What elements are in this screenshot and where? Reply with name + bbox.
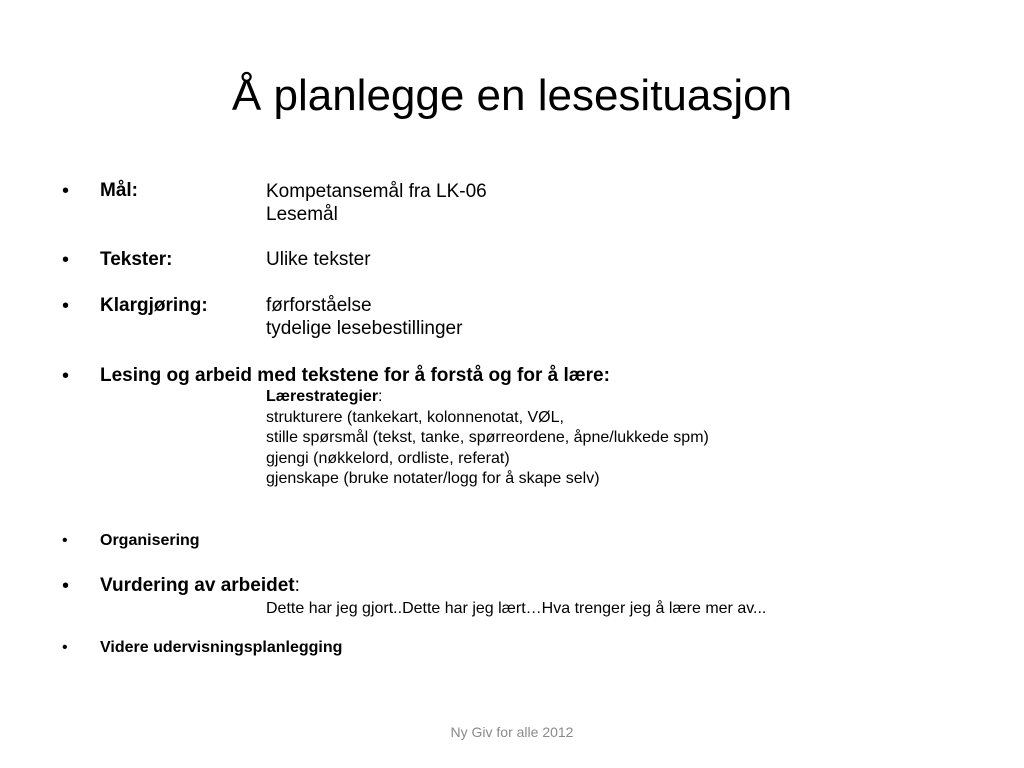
value-tekster-1: Ulike tekster: [266, 249, 371, 270]
label-lesing: Lesing og arbeid med tekstene for å forstå og for å lære:: [100, 365, 610, 386]
label-videre: Videre udervisningsplanlegging: [100, 639, 343, 656]
value-maal-1: Kompetansemål fra LK-06: [266, 181, 487, 202]
value-klargjoring-2: tydelige lesebestillinger: [266, 318, 463, 339]
sub-heading-text: Lærestrategier: [266, 388, 379, 405]
strategy-line: gjengi (nøkkelord, ordliste, referat): [266, 450, 510, 467]
strategy-line: gjenskape (bruke notater/logg for å skape selv): [266, 470, 600, 487]
slide-title: Å planlegge en lesesituasjon: [231, 71, 793, 120]
label-klargjoring: Klargjøring:: [100, 295, 208, 316]
label-maal: Mål:: [100, 180, 138, 201]
label-organisering: Organisering: [100, 532, 200, 549]
value-klargjoring-1: førforståelse: [266, 295, 372, 316]
label-vurdering-text: Vurdering av arbeidet: [100, 575, 295, 596]
value-vurdering-1: Dette har jeg gjort..Dette har jeg lært…Hva trenger jeg å lære mer av...: [266, 600, 767, 617]
strategy-line: stille spørsmål (tekst, tanke, spørreordene, åpne/lukkede spm): [266, 429, 709, 446]
bullet-lesing: •: [62, 365, 70, 387]
label-tekster: Tekster:: [100, 249, 173, 270]
bullet-klargjoring: •: [62, 295, 70, 317]
bullet-tekster: •: [62, 249, 70, 271]
bullet-maal: •: [62, 180, 70, 202]
sub-heading-colon: :: [378, 388, 383, 405]
bullet-organisering: •: [62, 532, 68, 549]
label-vurdering: [100, 574, 300, 598]
bullet-vurdering: •: [62, 575, 70, 597]
value-maal-2: Lesemål: [266, 204, 338, 225]
sub-heading-laerestrategier: [266, 387, 383, 408]
slide-footer: Ny Giv for alle 2012: [450, 724, 574, 740]
strategy-line: strukturere (tankekart, kolonnenotat, VØL,: [266, 409, 564, 426]
label-vurdering-colon: :: [294, 575, 300, 596]
bullet-videre: •: [62, 639, 68, 656]
